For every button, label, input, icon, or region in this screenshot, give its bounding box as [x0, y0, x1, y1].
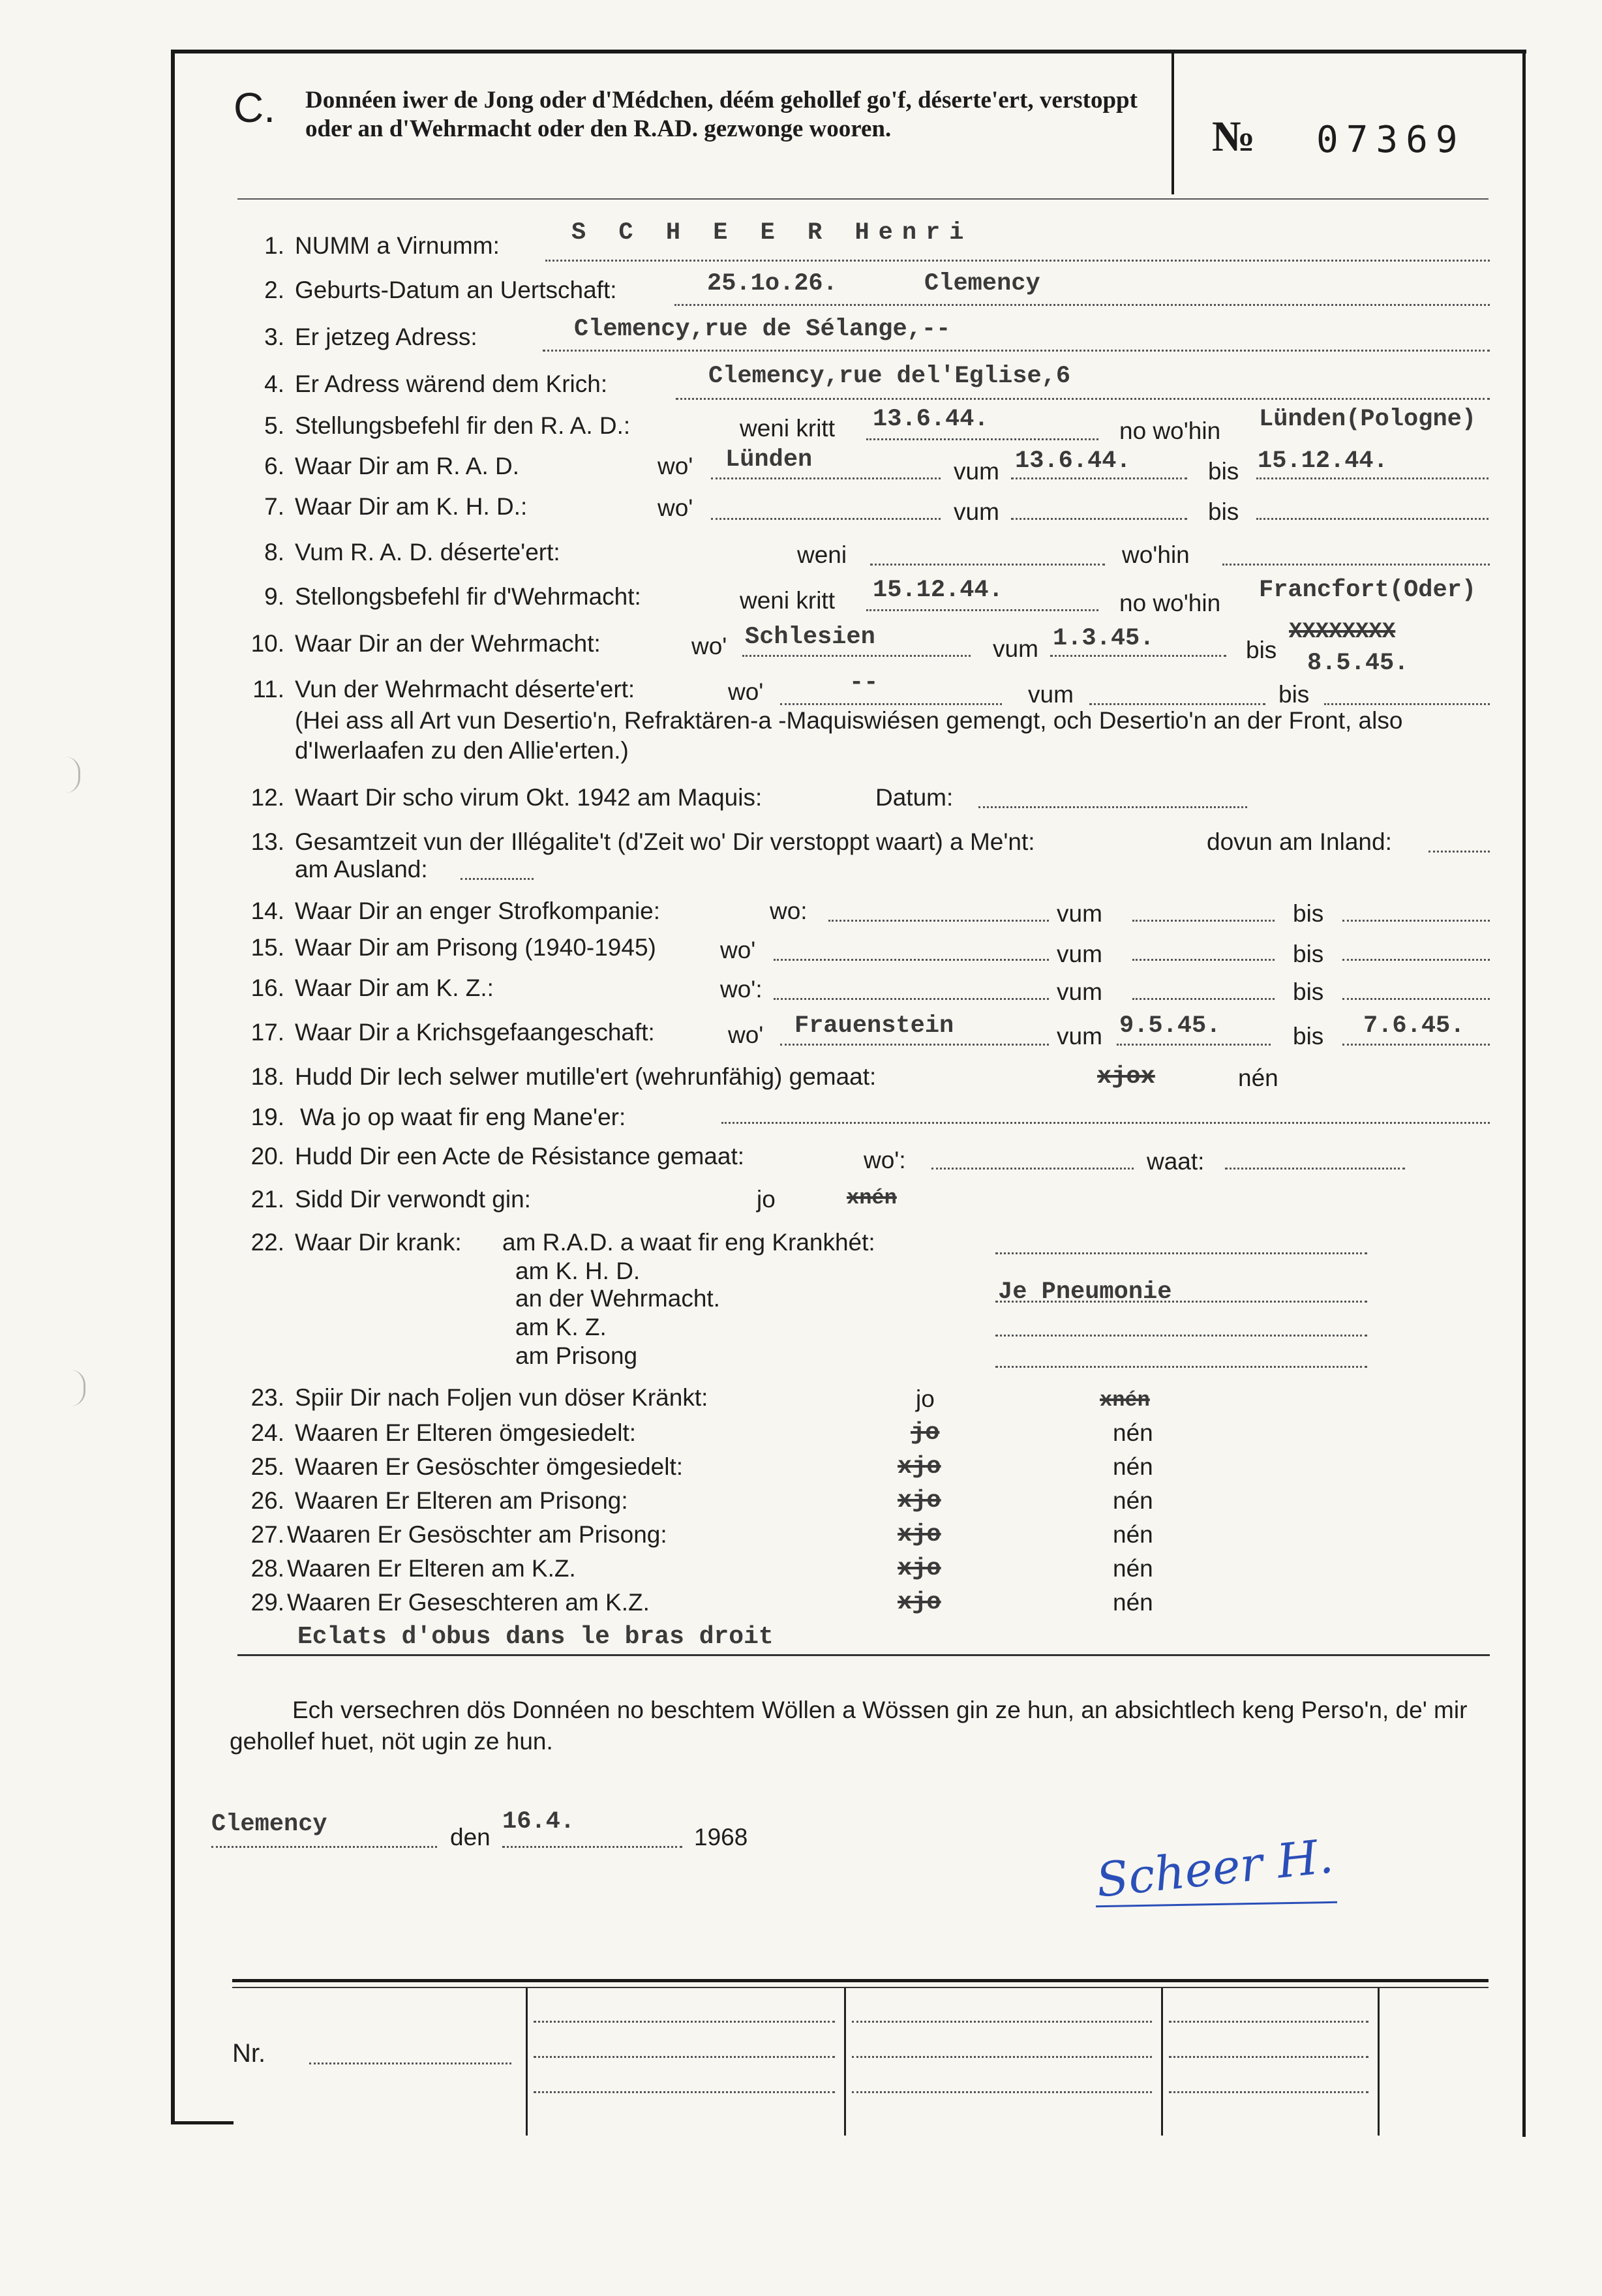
fill-line — [1132, 920, 1275, 922]
footer-column-line — [1161, 1988, 1163, 2136]
footer-column-line — [526, 1988, 528, 2136]
row-label: Gesamtzeit vun der Illégalite't (d'Zeit wo' Dir verstoppt waart) a Me'nt: — [295, 828, 1035, 855]
row-label: Stellungsbefehl fir den R. A. D.: — [295, 412, 631, 439]
struck-answer: xjo — [898, 1589, 941, 1616]
fill-line — [995, 1252, 1367, 1254]
fill-line — [774, 998, 1049, 1000]
form-border-top — [171, 50, 1526, 53]
fill-line — [1117, 1044, 1271, 1046]
row-number: 5. — [264, 412, 284, 439]
row-number: 13. — [250, 828, 284, 855]
form-border-left — [171, 50, 175, 2121]
fill-line — [711, 477, 941, 479]
row-number: 15. — [250, 934, 284, 961]
field-label: bis — [1293, 941, 1324, 967]
footer-column-line — [1378, 1988, 1380, 2136]
fill-line — [1256, 477, 1489, 479]
field-value: 7.6.45. — [1363, 1012, 1465, 1040]
row-number: 23. — [250, 1384, 284, 1411]
fill-line — [1342, 998, 1490, 1000]
field-label: vum — [1028, 681, 1074, 708]
answer-no: nén — [1113, 1555, 1153, 1582]
row-label: Waar Dir am R. A. D. — [295, 453, 520, 479]
answer-no: nén — [1238, 1065, 1278, 1091]
field-label: wo: — [770, 898, 808, 924]
row-label: Waaren Er Elteren am Prisong: — [295, 1487, 628, 1514]
form-border-bottom — [171, 2121, 234, 2124]
row-number: 19. — [250, 1104, 284, 1130]
answer-yes: jo — [916, 1385, 935, 1412]
fill-line — [1011, 518, 1187, 520]
sign-date: 16.4. — [502, 1808, 575, 1835]
answer-no: nén — [1113, 1589, 1153, 1616]
fill-line — [870, 564, 1105, 566]
field-value: 8.5.45. — [1307, 650, 1409, 677]
fill-line — [995, 1335, 1367, 1337]
address-value: Clemency,rue de Sélange,-- — [574, 316, 951, 343]
illness-value: Je Pneumonie — [998, 1278, 1172, 1306]
field-label: vum — [954, 458, 999, 485]
field-label: vum — [993, 635, 1038, 662]
field-value: Lünden — [725, 446, 813, 474]
form-border-right — [1522, 50, 1526, 2137]
fill-line — [674, 304, 1490, 306]
field-label: vum — [1057, 978, 1102, 1005]
row-number: 18. — [250, 1063, 284, 1090]
field-label: wo' — [728, 1021, 764, 1048]
row-label: Waaren Er Gesöschter am Prisong: — [287, 1521, 667, 1548]
row-number: 14. — [250, 898, 284, 924]
fill-line — [1169, 2021, 1368, 2023]
fill-line — [1089, 703, 1265, 705]
row-number: 26. — [250, 1487, 284, 1514]
fill-line — [534, 2056, 835, 2058]
field-label: bis — [1208, 498, 1239, 525]
row-label: Hudd Dir een Acte de Résistance gemaat: — [295, 1143, 744, 1170]
field-label: wo'hin — [1122, 541, 1190, 568]
fill-line — [1324, 703, 1490, 705]
form-number: 07369 — [1316, 119, 1466, 161]
struck-answer: xjox — [1097, 1063, 1155, 1091]
row-number: 6. — [264, 453, 284, 479]
number-label: № — [1212, 113, 1256, 160]
fill-line — [995, 1366, 1367, 1368]
row-label: Hudd Dir Iech selwer mutille'ert (wehrunfähig) gemaat: — [295, 1063, 877, 1090]
field-value: -- — [849, 669, 879, 697]
row-label: Waar Dir am K. Z.: — [295, 974, 494, 1001]
row-note: (Hei ass all Art vun Desertio'n, Refraktären-a -Maquiswiésen gemengt, och Desertio'n an der Front, also d'Iwerlaafen zu den Allie'erten.) — [295, 707, 1403, 764]
footer-rule — [232, 1979, 1489, 1982]
row-label: Waar Dir an der Wehrmacht: — [295, 630, 601, 657]
row-label: Waaren Er Elteren ömgesiedelt: — [295, 1419, 637, 1446]
fill-line — [742, 655, 971, 657]
fill-line — [866, 609, 1098, 611]
answer-no: nén — [1113, 1419, 1153, 1446]
fill-line — [780, 703, 1002, 705]
field-label: wo' — [691, 633, 727, 659]
field-label: vum — [954, 498, 999, 525]
sub-label: am Prisong — [515, 1342, 638, 1369]
fill-line — [211, 1846, 437, 1848]
row-number: 28. — [250, 1555, 284, 1582]
struck-answer: xjo — [898, 1487, 941, 1515]
field-label: Datum: — [875, 784, 954, 811]
field-label: vum — [1057, 1023, 1102, 1050]
field-value: 15.12.44. — [1258, 447, 1388, 475]
row-label: Vun der Wehrmacht déserte'ert: — [295, 676, 635, 702]
row-label: Er Adress wärend dem Krich: — [295, 370, 608, 397]
row-number: 12. — [250, 784, 284, 811]
row-number: 11. — [252, 676, 284, 702]
field-label: wo' — [720, 937, 756, 963]
fill-line — [461, 878, 534, 880]
field-label: wo': — [720, 976, 763, 1003]
fill-line — [1342, 1044, 1490, 1046]
fill-line — [676, 398, 1490, 400]
row-number: 21. — [250, 1186, 284, 1213]
row-number: 24. — [250, 1419, 284, 1446]
answer-no: nén — [1113, 1487, 1153, 1514]
row-number: 20. — [250, 1143, 284, 1170]
row-label: Sidd Dir verwondt gin: — [295, 1186, 531, 1213]
row-label: Waaren Er Geseschteren am K.Z. — [287, 1589, 650, 1616]
field-label: bis — [1293, 1023, 1324, 1050]
row-label: Wa jo op waat fir eng Mane'er: — [300, 1104, 626, 1130]
field-value: 13.6.44. — [873, 406, 989, 433]
field-label: bis — [1208, 458, 1239, 485]
row-label: Waar Dir am K. H. D.: — [295, 493, 528, 520]
row-number: 10. — [250, 630, 284, 657]
fill-line — [866, 438, 1098, 440]
header-text: Donnéen iwer de Jong oder d'Médchen, déém gehollef go'f, déserte'ert, verstoppt oder an d'Wehrmacht oder den R.AD. gezwonge wooren. — [305, 87, 1138, 142]
header-divider — [1171, 52, 1174, 194]
fill-line — [1169, 2056, 1368, 2058]
fill-line — [1011, 477, 1187, 479]
field-value: Lünden(Pologne) — [1259, 406, 1477, 433]
fill-line — [502, 1846, 682, 1848]
fill-line — [309, 2062, 511, 2064]
fill-line — [978, 806, 1247, 808]
row-label: Waar Dir krank: — [295, 1229, 462, 1256]
row-number: 9. — [264, 583, 284, 610]
row-number: 22. — [250, 1229, 284, 1256]
punch-hole-mark — [70, 1370, 85, 1406]
field-value: Francfort(Oder) — [1259, 577, 1477, 604]
row-number: 17. — [250, 1019, 284, 1046]
field-value: Schlesien — [745, 624, 875, 651]
row-number: 3. — [264, 324, 284, 350]
row-number: 25. — [250, 1453, 284, 1480]
row-label: Waart Dir scho virum Okt. 1942 am Maquis: — [295, 784, 763, 811]
fill-line — [1342, 959, 1490, 961]
row-label: Geburts-Datum an Uertschaft: — [295, 277, 617, 303]
field-label: no wo'hin — [1119, 417, 1221, 444]
field-value: 15.12.44. — [873, 577, 1003, 604]
fill-line — [543, 350, 1490, 352]
field-label: wo' — [657, 494, 693, 521]
fill-line — [780, 1044, 1049, 1046]
struck-answer: xjo — [898, 1521, 941, 1548]
struck-answer: jo — [911, 1419, 940, 1447]
name-value: S C H E E R Henri — [571, 219, 973, 247]
sub-label: an der Wehrmacht. — [515, 1285, 720, 1312]
field-label: vum — [1057, 900, 1102, 927]
war-address-value: Clemency,rue del'Eglise,6 — [708, 363, 1071, 390]
field-value: 13.6.44. — [1015, 447, 1131, 475]
sub-label: am K. Z. — [515, 1314, 607, 1340]
row-label: Vum R. A. D. déserte'ert: — [295, 539, 560, 566]
answer-yes: jo — [757, 1186, 776, 1213]
punch-hole-mark — [65, 757, 80, 793]
answer-no: nén — [1113, 1521, 1153, 1548]
field-label: bis — [1278, 681, 1310, 708]
fill-line — [534, 2091, 835, 2093]
sign-year: 1968 — [694, 1824, 748, 1850]
field-label: wo' — [728, 678, 764, 705]
struck-answer: xjo — [898, 1555, 941, 1582]
struck-answer: xjo — [898, 1453, 941, 1481]
sub-label: am K. H. D. — [515, 1258, 641, 1284]
field-value: Frauenstein — [794, 1012, 954, 1040]
fill-line — [1222, 564, 1490, 566]
signature: Scheer H. — [1093, 1828, 1336, 1908]
field-label: bis — [1293, 978, 1324, 1005]
fill-line — [1132, 959, 1275, 961]
fill-line — [721, 1122, 1490, 1124]
fill-line — [545, 260, 1490, 262]
struck-answer: xnén — [847, 1186, 897, 1210]
fill-line — [852, 2021, 1152, 2023]
field-label: no wo'hin — [1119, 590, 1221, 616]
row-number: 16. — [250, 974, 284, 1001]
field-value: 1.3.45. — [1053, 625, 1155, 652]
row-label: Stellongsbefehl fir d'Wehrmacht: — [295, 583, 641, 610]
row-label: NUMM a Virnumm: — [295, 232, 500, 259]
field-label: am Ausland: — [295, 856, 428, 883]
row-label: Er jetzeg Adress: — [295, 324, 477, 350]
header-underline — [237, 198, 1489, 200]
struck-value: XXXXXXXX — [1289, 620, 1396, 644]
field-label: bis — [1293, 900, 1324, 927]
field-label: weni kritt — [740, 415, 835, 442]
footer-column-line — [844, 1988, 846, 2136]
field-label: vum — [1057, 941, 1102, 967]
sign-den: den — [450, 1824, 491, 1850]
row-label: Spiir Dir nach Foljen vun döser Kränkt: — [295, 1384, 708, 1411]
footer-rule-thin — [232, 1987, 1489, 1988]
section-divider — [237, 1654, 1490, 1656]
birth-value: 25.1o.26. Clemency — [707, 270, 1040, 297]
row-label: Waaren Er Elteren am K.Z. — [287, 1555, 576, 1582]
row-label: Waar Dir am Prisong (1940-1945) — [295, 934, 656, 961]
field-label: wo': — [864, 1147, 906, 1173]
field-value: 9.5.45. — [1119, 1012, 1221, 1040]
fill-line — [1428, 851, 1490, 853]
row-number: 27. — [250, 1521, 284, 1548]
declaration-text: Ech versechren dös Donnéen no beschtem Wöllen a Wössen gin ze hun, an absichtlech keng Perso'n, de' mir gehollef huet, nöt ugin ze hun. — [230, 1697, 1468, 1755]
sign-place: Clemency — [211, 1811, 327, 1838]
row-label: Waaren Er Gesöschter ömgesiedelt: — [295, 1453, 683, 1480]
field-label: dovun am Inland: — [1207, 828, 1392, 855]
fill-line — [828, 920, 1049, 922]
struck-answer: xnén — [1100, 1388, 1150, 1412]
field-label: weni — [797, 541, 847, 568]
field-label: weni kritt — [740, 587, 835, 614]
fill-line — [711, 518, 941, 520]
fill-line — [1225, 1168, 1405, 1170]
row-number: 4. — [264, 370, 284, 397]
fill-line — [1050, 655, 1226, 657]
fill-line — [1169, 2091, 1368, 2093]
row-number: 8. — [264, 539, 284, 566]
row-label: Waar Dir an enger Strofkompanie: — [295, 898, 661, 924]
fill-line — [1342, 920, 1490, 922]
fill-line — [1132, 998, 1275, 1000]
field-label: waat: — [1147, 1148, 1205, 1175]
form-letter: C. — [234, 84, 275, 131]
sub-label: am R.A.D. a waat fir eng Krankhét: — [502, 1229, 875, 1256]
row-label: Waar Dir a Krichsgefaangeschaft: — [295, 1019, 655, 1046]
fill-line — [1256, 518, 1489, 520]
row-number: 7. — [264, 493, 284, 520]
typed-remark: Eclats d'obus dans le bras droit — [297, 1623, 774, 1651]
row-number: 1. — [264, 232, 284, 259]
fill-line — [534, 2021, 835, 2023]
fill-line — [852, 2091, 1152, 2093]
fill-line — [774, 959, 1049, 961]
row-number: 29. — [250, 1589, 284, 1616]
answer-no: nén — [1113, 1453, 1153, 1480]
field-label: wo' — [657, 453, 693, 479]
footer-nr-label: Nr. — [232, 2039, 266, 2068]
field-label: bis — [1246, 637, 1277, 663]
row-number: 2. — [264, 277, 284, 303]
fill-line — [852, 2056, 1152, 2058]
fill-line — [931, 1168, 1134, 1170]
